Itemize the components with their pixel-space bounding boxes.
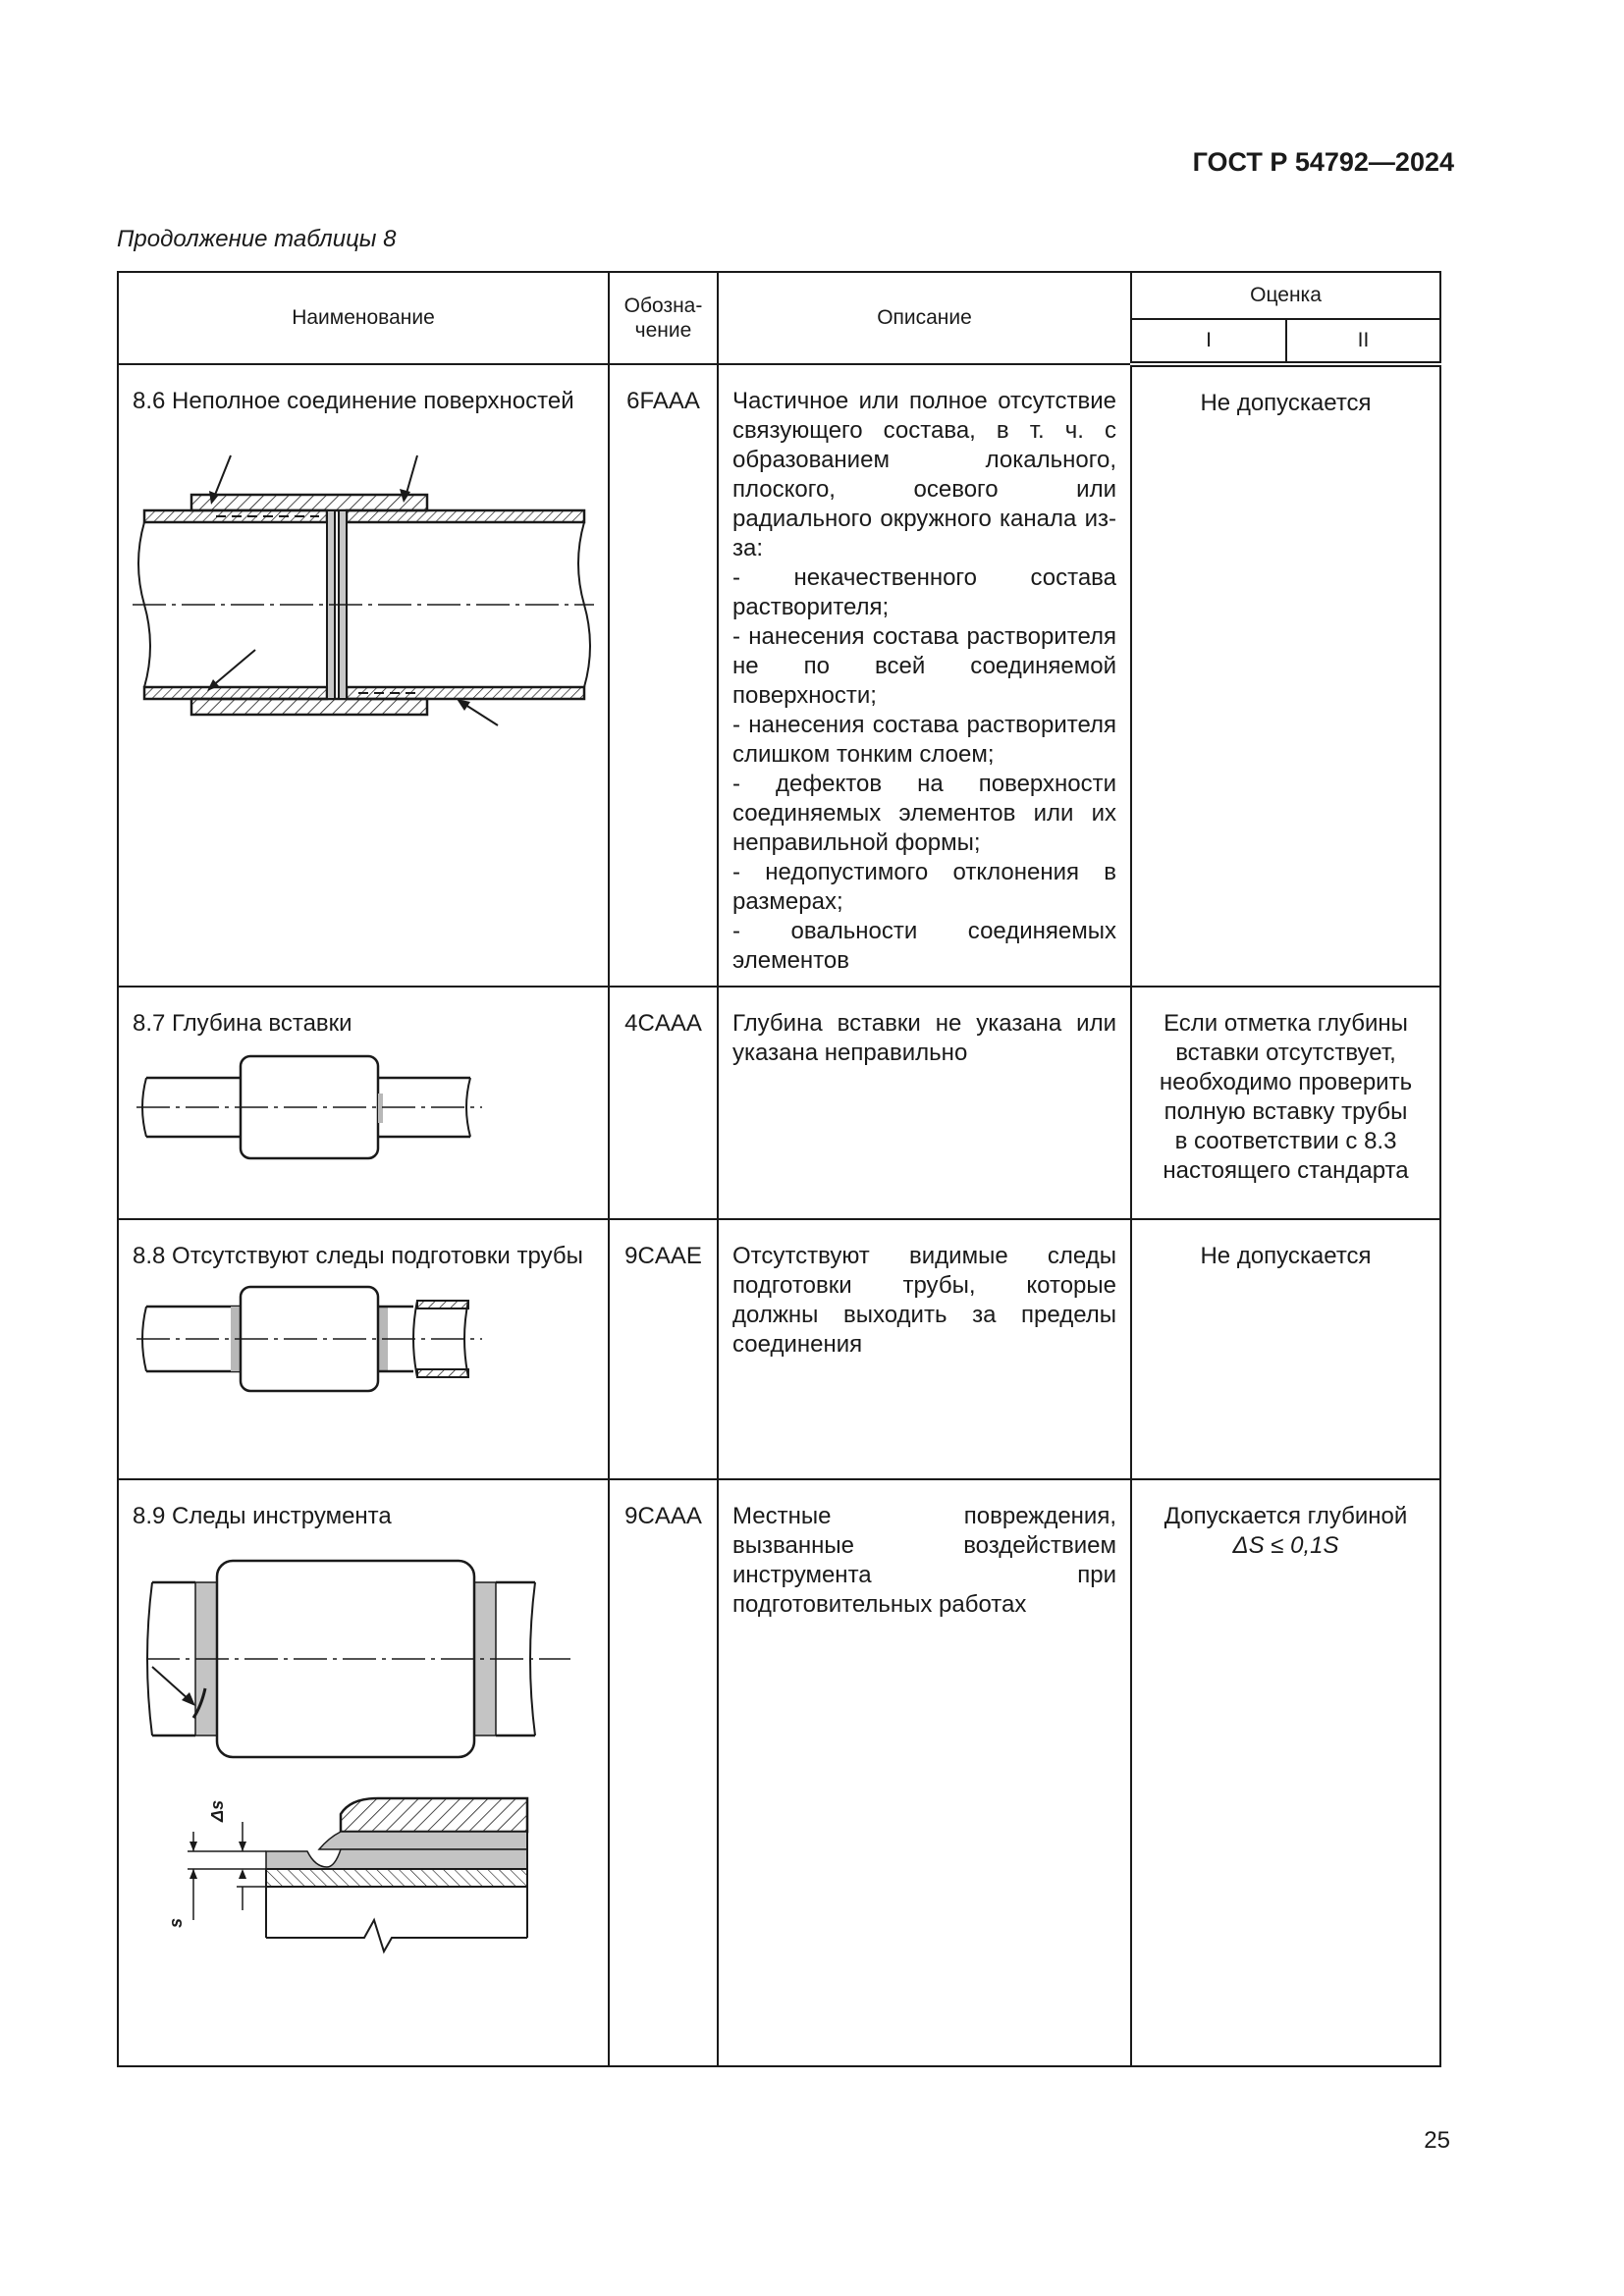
row-8-7-rating-line: в соответствии с 8.3 [1174, 1128, 1397, 1154]
row-8-6-desc-line: - овальности соединяемых элементов [732, 918, 1116, 974]
row-8-7-name-cell [118, 987, 609, 1219]
row-8-6-name: 8.6 Неполное соединение поверхностей [133, 388, 574, 414]
row-8-8-code: 9CAAE [624, 1243, 702, 1269]
row-8-7-rating-line: необходимо проверить [1159, 1069, 1413, 1095]
tool-marks-section-figure [133, 1792, 584, 1959]
row-8-8-code-cell [609, 1219, 718, 1479]
row-8-7-rating [1132, 988, 1439, 1196]
row-8-7-code-cell [609, 987, 718, 1219]
row-8-7-rating-line: Если отметка глубины [1164, 1010, 1408, 1037]
row-8-7-description-cell [718, 987, 1131, 1219]
row-8-7-description: Глубина вставки не указана или указана неправильно [732, 1010, 1116, 1066]
row-8-8-rating-cell [1131, 1219, 1440, 1479]
header-rating-2: II [1286, 319, 1440, 364]
row-8-9-code: 9CAAA [624, 1503, 702, 1529]
row-8-7-code: 4CAAA [624, 1010, 702, 1037]
row-8-9-rating [1132, 1480, 1439, 1571]
row-8-6-desc-line: - недопустимого отклонения в размерах; [732, 859, 1116, 915]
row-8-6-code: 6FAAA [626, 388, 700, 414]
row-8-9-rating-line1: Допускается глубиной [1164, 1503, 1408, 1529]
header-name: Наименование [118, 272, 609, 364]
row-8-6-desc-line: Частичное или полное отсутствие связующего состава, в т. ч. с образованием локального, плоского, осевого или радиального окружного канала из-за: [732, 388, 1116, 561]
defects-table [117, 271, 1441, 2067]
tool-marks-figure [133, 1541, 584, 1787]
table-row [118, 1479, 1440, 2066]
incomplete-joint-figure [133, 426, 594, 760]
row-8-9-description: Местные повреждения, вызванные воздействием инструмента при подготовительных работах [732, 1503, 1116, 1618]
header-code-line2: чение [634, 319, 692, 342]
row-8-6-name-cell [118, 364, 609, 987]
row-8-7-rating-cell [1131, 987, 1440, 1219]
row-8-6-code-cell [609, 364, 718, 987]
row-8-6-rating-cell [1131, 364, 1440, 987]
table-row [118, 364, 1440, 987]
table-row [118, 987, 1440, 1219]
row-8-9-description-cell [718, 1479, 1131, 2066]
delta-s-label: Δs [207, 1799, 227, 1822]
standard-designation: ГОСТ Р 54792—2024 [1192, 147, 1454, 177]
row-8-8-description-cell [718, 1219, 1131, 1479]
row-8-7-rating-line: настоящего стандарта [1163, 1157, 1409, 1184]
row-8-9-rating-cell [1131, 1479, 1440, 2066]
table-row [118, 1219, 1440, 1479]
page-number: 25 [1424, 2127, 1450, 2154]
s-label: s [166, 1917, 186, 1928]
row-8-8-name: 8.8 Отсутствуют следы подготовки трубы [133, 1243, 583, 1269]
row-8-6-rating: Не допускается [1200, 390, 1372, 416]
row-8-8-name-cell [118, 1219, 609, 1479]
row-8-6-desc-line: - нанесения состава растворителя слишком тонким слоем; [732, 712, 1116, 768]
table-continuation-caption: Продолжение таблицы 8 [117, 226, 397, 252]
row-8-7-rating-line: вставки отсутствует, [1175, 1040, 1396, 1066]
row-8-7-name: 8.7 Глубина вставки [133, 1010, 352, 1037]
row-8-6-desc-line: - некачественного состава растворителя; [732, 564, 1116, 620]
row-8-8-description: Отсутствуют видимые следы подготовки трубы, которые должны выходить за пределы соединения [732, 1243, 1116, 1358]
header-rating: Оценка [1131, 272, 1440, 319]
row-8-6-desc-line: - дефектов на поверхности соединяемых элементов или их неправильной формы; [732, 771, 1116, 856]
row-8-8-rating: Не допускается [1200, 1243, 1372, 1269]
header-rating-1: I [1131, 319, 1286, 364]
row-8-6-desc-line: - нанесения состава растворителя не по всей соединяемой поверхности; [732, 623, 1116, 709]
row-8-9-name: 8.9 Следы инструмента [133, 1503, 392, 1529]
row-8-9-rating-line2: ΔS ≤ 0,1S [1232, 1532, 1339, 1559]
header-code [609, 272, 718, 364]
row-8-6-description-cell [718, 364, 1131, 987]
row-8-7-rating-line: полную вставку трубы [1164, 1098, 1408, 1125]
row-8-9-name-cell [118, 1479, 609, 2066]
header-description: Описание [718, 272, 1131, 364]
row-8-9-code-cell [609, 1479, 718, 2066]
header-code-line1: Обозна- [623, 294, 703, 317]
insertion-depth-figure [133, 1048, 486, 1166]
missing-preparation-figure [133, 1281, 486, 1399]
